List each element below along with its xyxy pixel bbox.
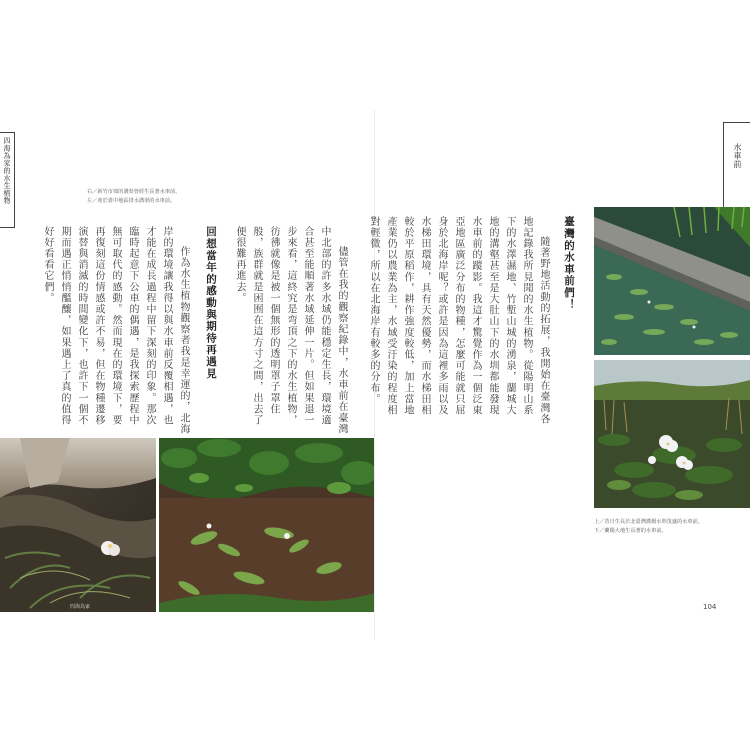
left-page-number: 105: [22, 613, 34, 620]
left-caption-right: 右／新竹市郊的溝渠曾經生長著水車前。: [87, 189, 181, 195]
left-paragraph-2: 作為水生植物觀察者我是幸運的，北海岸的環境讓我得以與水車前反覆相遇，也才能在成長過程中留下深刻的印象。那次臨時起意下公車的偶遇，是我探索歷程中無可取代的感動。然而現在的環境下，要再復刻這份情感或許不易，但在物種遷移演替與消滅的時間變化下，也許下一個不期而遇正悄悄醞釀，如果遇上了真的值得好好看看它們。: [42, 226, 189, 435]
left-chapter-tab-label: 四海為家的水生植物: [3, 137, 11, 205]
left-section-heading: 回想當年的感動與期待再遇見: [205, 226, 217, 380]
photo-lanyang-flowers: [594, 360, 750, 508]
right-page: [368, 110, 750, 640]
photo-creek-bed: [0, 438, 156, 620]
right-chapter-tab: [723, 122, 750, 210]
photo-irrigation-channel: [594, 207, 750, 355]
left-chapter-tab: [0, 132, 15, 228]
photo-lanyang-flowers-art: [594, 360, 750, 508]
photo-irrigation-channel-art: [594, 207, 750, 355]
left-page: [0, 110, 375, 640]
photo-ditch-leaves: [159, 438, 375, 612]
left-paragraph-1: 儘管在我的觀察紀錄中，水車前在臺灣中北部的許多水域仍能穩定生長，環境適合甚至能順著水域延伸一片。但如果退一步來看，這終究是弯頂之下的水生植物，彷彿就像是被一個無形的透明罩子罩住般，族群就是困囿在這方寸之間，出去了便很難再進去。: [234, 226, 347, 435]
right-paragraph-1: 隨著野地活動的拓展，我開始在臺灣各地記錄我所見聞的水生植物。從陽明山系下的水澤濕地、竹塹山城的湧泉，蘭城大地的溝壑甚至是大肚山下的水圳都能發現水車前的蹤影。我這才驚覺作為一個泛東亞地區廣泛分布的物種，怎麼可能就只屈身於北海岸呢？或許是因為這裡多雨以及水梯田環境，具有天然優勢，而水梯田相較於平原稻作，耕作強度較低，加上當地產業仍以農業為主，水域受汙染的程度相對輕微，所以在北海岸有較多的分布。: [368, 216, 549, 425]
photo-creek-bed-art: [0, 438, 156, 612]
left-body-text: [42, 226, 350, 436]
right-section-heading: 臺灣的水車前們！: [563, 216, 575, 311]
right-caption-bottom: 下／蘭陽大地生長著的水車前。: [594, 528, 667, 534]
right-page-number: 104: [703, 603, 717, 611]
photo-ditch-leaves-art: [159, 438, 375, 612]
right-caption-top: 上／昔日生長於北臺灣灌溉水圳茂盛的水車前。: [594, 519, 703, 525]
book-spread: [0, 110, 750, 640]
right-chapter-tab-label: 水車前: [733, 143, 742, 169]
left-caption-left: 左／產於臺中地區排水溝渠的水車前。: [87, 198, 176, 204]
left-photo-credit: 四海為家: [70, 604, 91, 610]
right-body-text: [368, 216, 577, 426]
